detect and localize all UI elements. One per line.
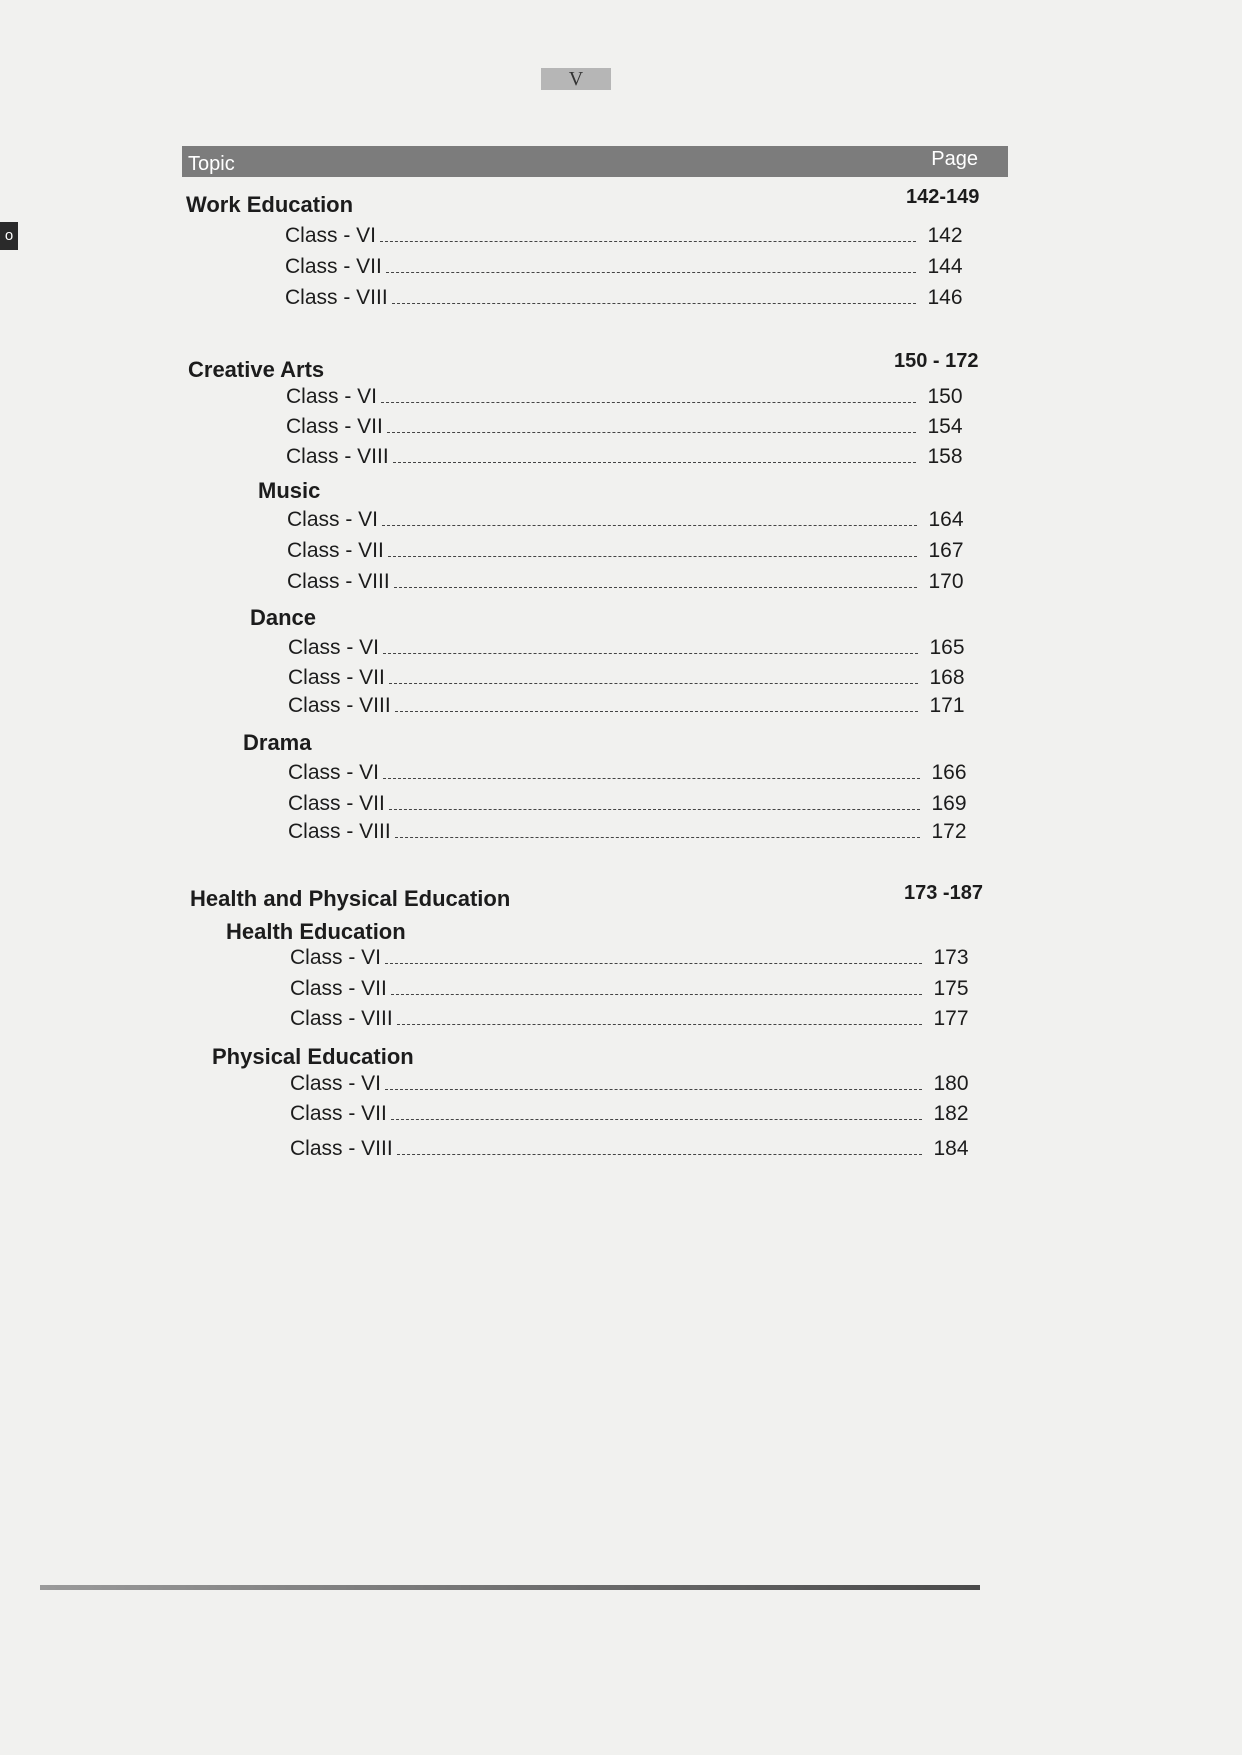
toc-row-page: 142 xyxy=(927,224,963,247)
dot-leader xyxy=(394,587,917,588)
toc-row[interactable] xyxy=(286,443,970,469)
toc-row[interactable] xyxy=(287,506,971,532)
toc-row-label: Class - VIII xyxy=(288,694,391,717)
toc-row-page: 182 xyxy=(933,1102,969,1125)
toc-row-label: Class - VII xyxy=(288,666,385,689)
dot-leader xyxy=(385,1089,922,1090)
section-range-work-education: 142-149 xyxy=(906,186,980,208)
toc-row-page: 168 xyxy=(929,666,965,689)
toc-row[interactable] xyxy=(290,1100,976,1126)
toc-row-page: 172 xyxy=(931,820,967,843)
toc-row-label: Class - VIII xyxy=(286,445,389,468)
dot-leader xyxy=(383,778,920,779)
toc-row-label: Class - VI xyxy=(285,224,377,247)
section-range-health-physical-education: 173 -187 xyxy=(904,882,983,904)
edge-mark: o xyxy=(0,222,18,250)
toc-row-page: 180 xyxy=(933,1072,969,1095)
dot-leader xyxy=(385,963,922,964)
toc-row[interactable] xyxy=(286,413,970,439)
toc-row-page: 171 xyxy=(929,694,965,717)
toc-row[interactable] xyxy=(288,664,972,690)
toc-row-page: 154 xyxy=(927,415,963,438)
toc-row-page: 146 xyxy=(927,286,963,309)
toc-row-label: Class - VI xyxy=(288,761,380,784)
toc-row-page: 165 xyxy=(929,636,965,659)
toc-row-label: Class - VI xyxy=(290,946,382,969)
toc-row-label: Class - VIII xyxy=(290,1137,393,1160)
toc-row-page: 144 xyxy=(927,255,963,278)
section-title-health-physical-education: Health and Physical Education xyxy=(190,886,511,911)
subsection-title-physical-education: Physical Education xyxy=(212,1044,414,1069)
toc-row[interactable] xyxy=(287,568,971,594)
toc-row[interactable] xyxy=(290,1135,976,1161)
toc-row-page: 184 xyxy=(933,1137,969,1160)
toc-row-label: Class - VII xyxy=(290,977,387,1000)
subsection-title-music: Music xyxy=(258,478,321,503)
toc-row[interactable] xyxy=(288,692,972,718)
dot-leader xyxy=(383,653,918,654)
toc-row[interactable] xyxy=(288,790,974,816)
section-range-creative-arts: 150 - 172 xyxy=(894,350,979,372)
bottom-rule xyxy=(40,1585,980,1590)
toc-row-page: 164 xyxy=(928,508,964,531)
toc-row[interactable] xyxy=(285,222,970,248)
toc-row-label: Class - VII xyxy=(290,1102,387,1125)
dot-leader xyxy=(395,711,918,712)
toc-row-page: 177 xyxy=(933,1007,969,1030)
dot-leader xyxy=(395,837,920,838)
toc-row-label: Class - VIII xyxy=(285,286,388,309)
toc-row[interactable] xyxy=(288,759,974,785)
toc-row[interactable] xyxy=(290,1070,976,1096)
topic-column-header: Topic xyxy=(188,153,235,175)
toc-row[interactable] xyxy=(287,537,971,563)
page-column-header: Page xyxy=(931,148,978,170)
dot-leader xyxy=(397,1154,922,1155)
toc-row-label: Class - VI xyxy=(288,636,380,659)
subsection-title-dance: Dance xyxy=(250,605,317,630)
dot-leader xyxy=(386,272,916,273)
dot-leader xyxy=(388,556,917,557)
toc-row-page: 167 xyxy=(928,539,964,562)
dot-leader xyxy=(389,683,918,684)
toc-row-label: Class - VI xyxy=(290,1072,382,1095)
subsection-title-drama: Drama xyxy=(243,730,312,755)
dot-leader xyxy=(391,994,922,995)
toc-header xyxy=(182,146,1008,177)
toc-row-label: Class - VII xyxy=(285,255,382,278)
toc-row[interactable] xyxy=(286,383,970,409)
dot-leader xyxy=(382,525,917,526)
toc-row-page: 166 xyxy=(931,761,967,784)
dot-leader xyxy=(381,402,916,403)
toc-row-label: Class - VI xyxy=(287,508,379,531)
dot-leader xyxy=(397,1024,922,1025)
toc-row[interactable] xyxy=(290,975,976,1001)
toc-row[interactable] xyxy=(290,944,976,970)
toc-row-page: 158 xyxy=(927,445,963,468)
toc-row-page: 170 xyxy=(928,570,964,593)
toc-row-label: Class - VI xyxy=(286,385,378,408)
toc-row-page: 150 xyxy=(927,385,963,408)
dot-leader xyxy=(387,432,916,433)
toc-row-page: 175 xyxy=(933,977,969,1000)
toc-row[interactable] xyxy=(285,253,970,279)
toc-row-page: 173 xyxy=(933,946,969,969)
toc-row-page: 169 xyxy=(931,792,967,815)
toc-row[interactable] xyxy=(290,1005,976,1031)
toc-row[interactable] xyxy=(288,634,972,660)
toc-row[interactable] xyxy=(288,818,974,844)
toc-row-label: Class - VII xyxy=(287,539,384,562)
toc-row[interactable] xyxy=(285,284,970,310)
toc-row-label: Class - VIII xyxy=(288,820,391,843)
dot-leader xyxy=(393,462,916,463)
section-title-creative-arts: Creative Arts xyxy=(188,357,325,382)
toc-row-label: Class - VII xyxy=(288,792,385,815)
dot-leader xyxy=(392,303,916,304)
toc-row-label: Class - VIII xyxy=(290,1007,393,1030)
dot-leader xyxy=(391,1119,922,1120)
dot-leader xyxy=(380,241,916,242)
toc-row-label: Class - VII xyxy=(286,415,383,438)
section-title-work-education: Work Education xyxy=(186,192,354,217)
page-number: V xyxy=(541,68,611,90)
subsection-title-health-education: Health Education xyxy=(226,919,406,944)
dot-leader xyxy=(389,809,920,810)
toc-row-label: Class - VIII xyxy=(287,570,390,593)
